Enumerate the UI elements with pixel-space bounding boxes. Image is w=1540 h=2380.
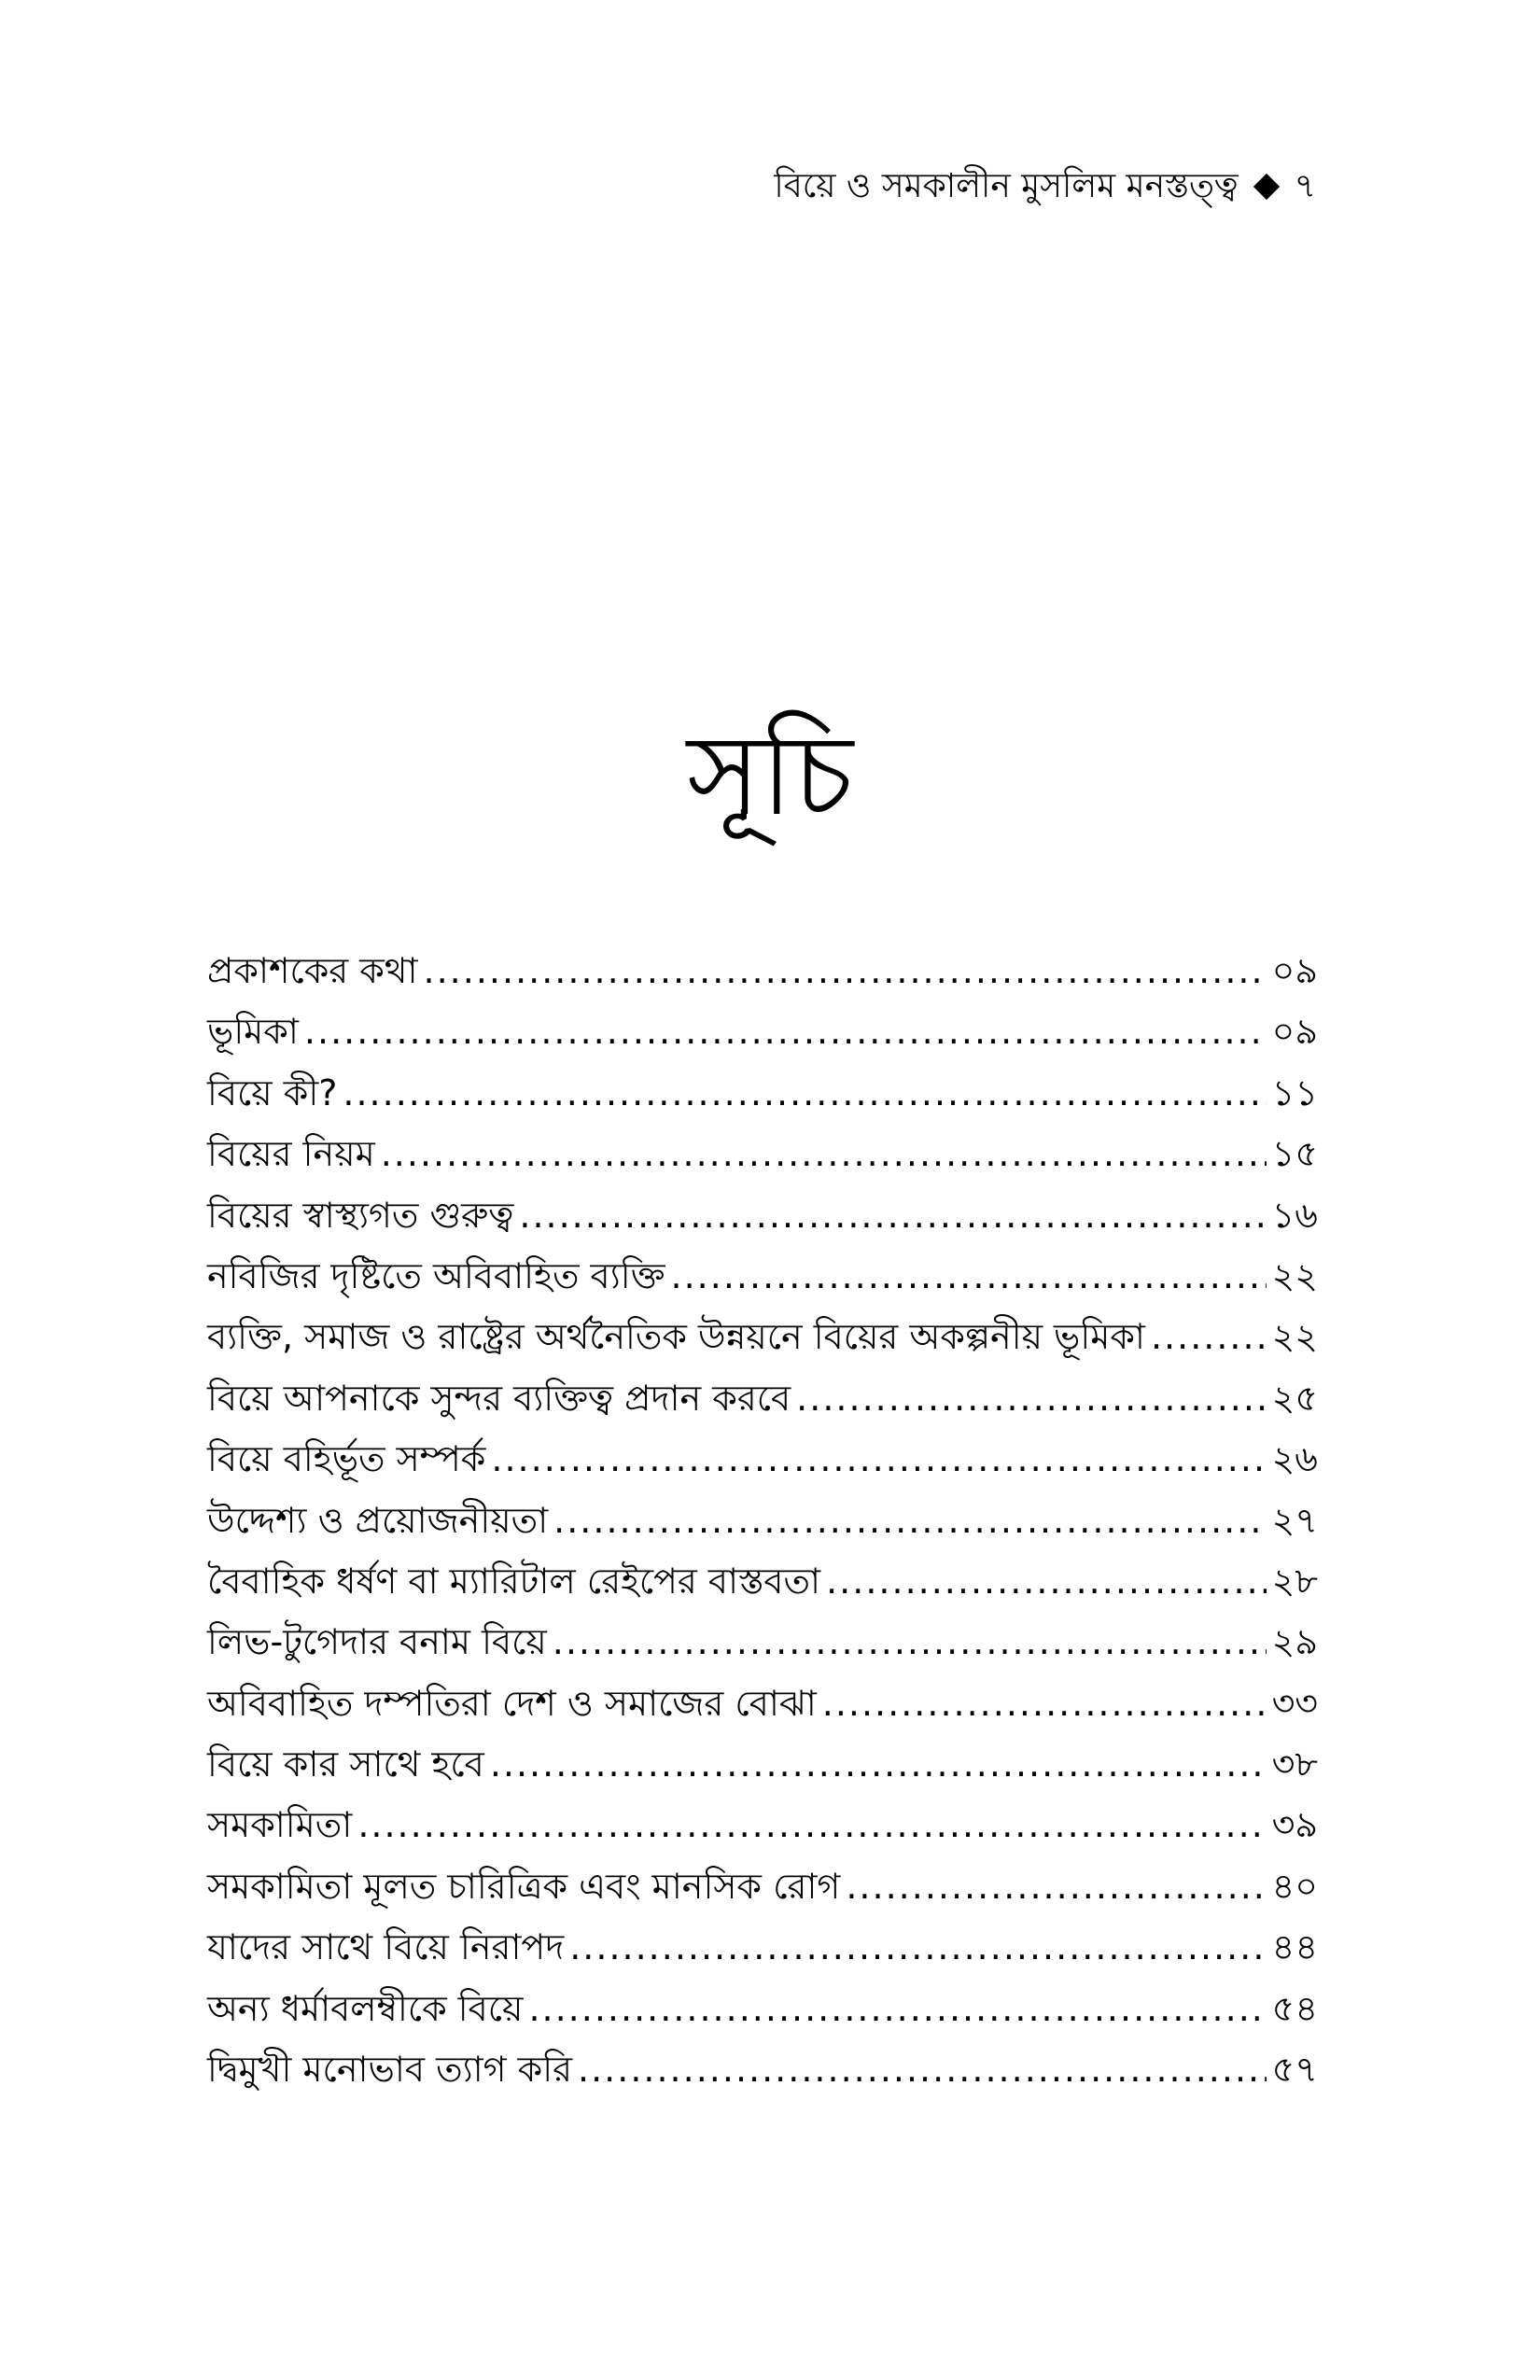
toc-entry-page: ৫৭ bbox=[1271, 2049, 1318, 2091]
toc-entry bbox=[207, 1063, 1318, 1124]
toc-entry-page: ২৮ bbox=[1271, 1560, 1318, 1602]
toc-entry-page: ৩৩ bbox=[1271, 1682, 1318, 1724]
toc-entry-page: ১১ bbox=[1271, 1071, 1318, 1113]
toc-dot-leader bbox=[357, 1795, 1266, 1855]
toc-entry bbox=[207, 2039, 1318, 2100]
toc-entry-title: ভূমিকা bbox=[207, 1011, 299, 1053]
toc-entry-title: দ্বিমুখী মনোভাব ত্যাগ করি bbox=[207, 2049, 572, 2091]
toc-entry-title: বিয়ে কার সাথে হবে bbox=[207, 1743, 484, 1785]
toc-entry-page: ২২ bbox=[1271, 1316, 1318, 1358]
toc-dot-leader bbox=[1151, 1307, 1267, 1367]
toc-entry bbox=[207, 1734, 1318, 1795]
toc-entry-title: নবিজির দৃষ্টিতে অবিবাহিত ব্যক্তি bbox=[207, 1254, 665, 1296]
toc-entry-title: অন্য ধর্মাবলম্বীকে বিয়ে bbox=[207, 1987, 524, 2029]
toc-entry-title: বিয়ে আপনাকে সুন্দর ব্যক্তিত্ব প্রদান করবে bbox=[207, 1377, 791, 1419]
toc-entry-page: ১৫ bbox=[1271, 1133, 1318, 1175]
toc-dot-leader bbox=[578, 2039, 1267, 2100]
toc-entry-page: ৪০ bbox=[1271, 1865, 1318, 1907]
toc-dot-leader bbox=[381, 1124, 1267, 1184]
toc-dot-leader bbox=[553, 1612, 1267, 1673]
toc-entry-title: যাদের সাথে বিয়ে নিরাপদ bbox=[207, 1926, 565, 1968]
toc-entry-title: সমকামিতা মূলত চারিত্রিক এবং মানসিক রোগ bbox=[207, 1865, 841, 1907]
toc-dot-leader bbox=[846, 1856, 1266, 1917]
toc-entry bbox=[207, 1246, 1318, 1307]
toc-entry bbox=[207, 1491, 1318, 1551]
toc-entry-page: ২৭ bbox=[1271, 1499, 1318, 1541]
toc-entry bbox=[207, 1979, 1318, 2039]
toc-entry-title: লিভ-টুগেদার বনাম বিয়ে bbox=[207, 1621, 547, 1663]
toc-dot-leader bbox=[671, 1246, 1267, 1307]
toc-dot-leader bbox=[796, 1368, 1266, 1429]
toc-entry-title: উদ্দেশ্য ও প্রয়োজনীয়তা bbox=[207, 1499, 549, 1541]
toc-entry-title: ব্যক্তি, সমাজ ও রাষ্ট্রের অর্থনৈতিক উন্নয়নে বিয়ের অকল্পনীয় ভূমিকা bbox=[207, 1316, 1145, 1358]
diamond-icon bbox=[1253, 173, 1279, 199]
toc-entry-page: ৩৯ bbox=[1271, 1804, 1318, 1846]
book-title: বিয়ে ও সমকালীন মুসলিম মনস্তত্ত্ব bbox=[774, 167, 1239, 205]
toc-entry bbox=[207, 1368, 1318, 1429]
toc-entry-page: ৫৪ bbox=[1271, 1987, 1318, 2029]
toc-entry-title: অবিবাহিত দম্পতিরা দেশ ও সমাজের বোঝা bbox=[207, 1682, 817, 1724]
page-number: ৭ bbox=[1294, 167, 1316, 205]
toc-entry bbox=[207, 1124, 1318, 1184]
toc-dot-leader bbox=[826, 1551, 1267, 1612]
toc-entry bbox=[207, 1551, 1318, 1612]
toc-entry bbox=[207, 1429, 1318, 1490]
toc-entry-title: সমকামিতা bbox=[207, 1804, 353, 1846]
toc-entry bbox=[207, 1856, 1318, 1917]
toc-entry-page: ৩৮ bbox=[1271, 1743, 1318, 1785]
toc-entry-title: বৈবাহিক ধর্ষণ বা ম্যারিটাল রেইপের বাস্তবতা bbox=[207, 1560, 821, 1602]
page-title: সূচি bbox=[686, 711, 854, 841]
toc-entry-page: ০৯ bbox=[1271, 950, 1318, 991]
toc-entry-page: ২২ bbox=[1271, 1254, 1318, 1296]
toc-entry bbox=[207, 1673, 1318, 1734]
toc-entry-title: বিয়ে কী? bbox=[207, 1071, 338, 1113]
toc-dot-leader bbox=[490, 1734, 1267, 1795]
toc-entry bbox=[207, 1612, 1318, 1673]
toc-dot-leader bbox=[424, 941, 1267, 1001]
toc-dot-leader bbox=[569, 1917, 1266, 1978]
toc-entry-title: প্রকাশকের কথা bbox=[207, 950, 418, 991]
toc-entry bbox=[207, 1917, 1318, 1978]
toc-entry-page: ২৬ bbox=[1271, 1438, 1318, 1480]
table-of-contents bbox=[207, 941, 1318, 2100]
toc-entry bbox=[207, 1795, 1318, 1855]
toc-entry-page: ১৬ bbox=[1271, 1194, 1318, 1236]
running-header bbox=[774, 166, 1316, 206]
toc-entry bbox=[207, 1001, 1318, 1062]
toc-entry-page: ২৫ bbox=[1271, 1377, 1318, 1419]
toc-dot-leader bbox=[822, 1673, 1267, 1734]
toc-entry-title: বিয়ের নিয়ম bbox=[207, 1133, 375, 1175]
toc-entry-title: বিয়ের স্বাস্থ্যগত গুরুত্ব bbox=[207, 1194, 514, 1236]
toc-dot-leader bbox=[519, 1185, 1266, 1246]
toc-dot-leader bbox=[553, 1491, 1266, 1551]
toc-dot-leader bbox=[491, 1429, 1266, 1490]
toc-dot-leader bbox=[343, 1063, 1266, 1124]
toc-entry-page: ২৯ bbox=[1271, 1621, 1318, 1663]
toc-dot-leader bbox=[304, 1001, 1267, 1062]
toc-entry-page: ০৯ bbox=[1271, 1011, 1318, 1053]
toc-dot-leader bbox=[528, 1979, 1266, 2039]
toc-entry bbox=[207, 941, 1318, 1001]
toc-entry-page: ৪৪ bbox=[1271, 1926, 1318, 1968]
toc-entry bbox=[207, 1307, 1318, 1367]
toc-entry bbox=[207, 1185, 1318, 1246]
toc-entry-title: বিয়ে বহির্ভূত সম্পর্ক bbox=[207, 1438, 486, 1480]
